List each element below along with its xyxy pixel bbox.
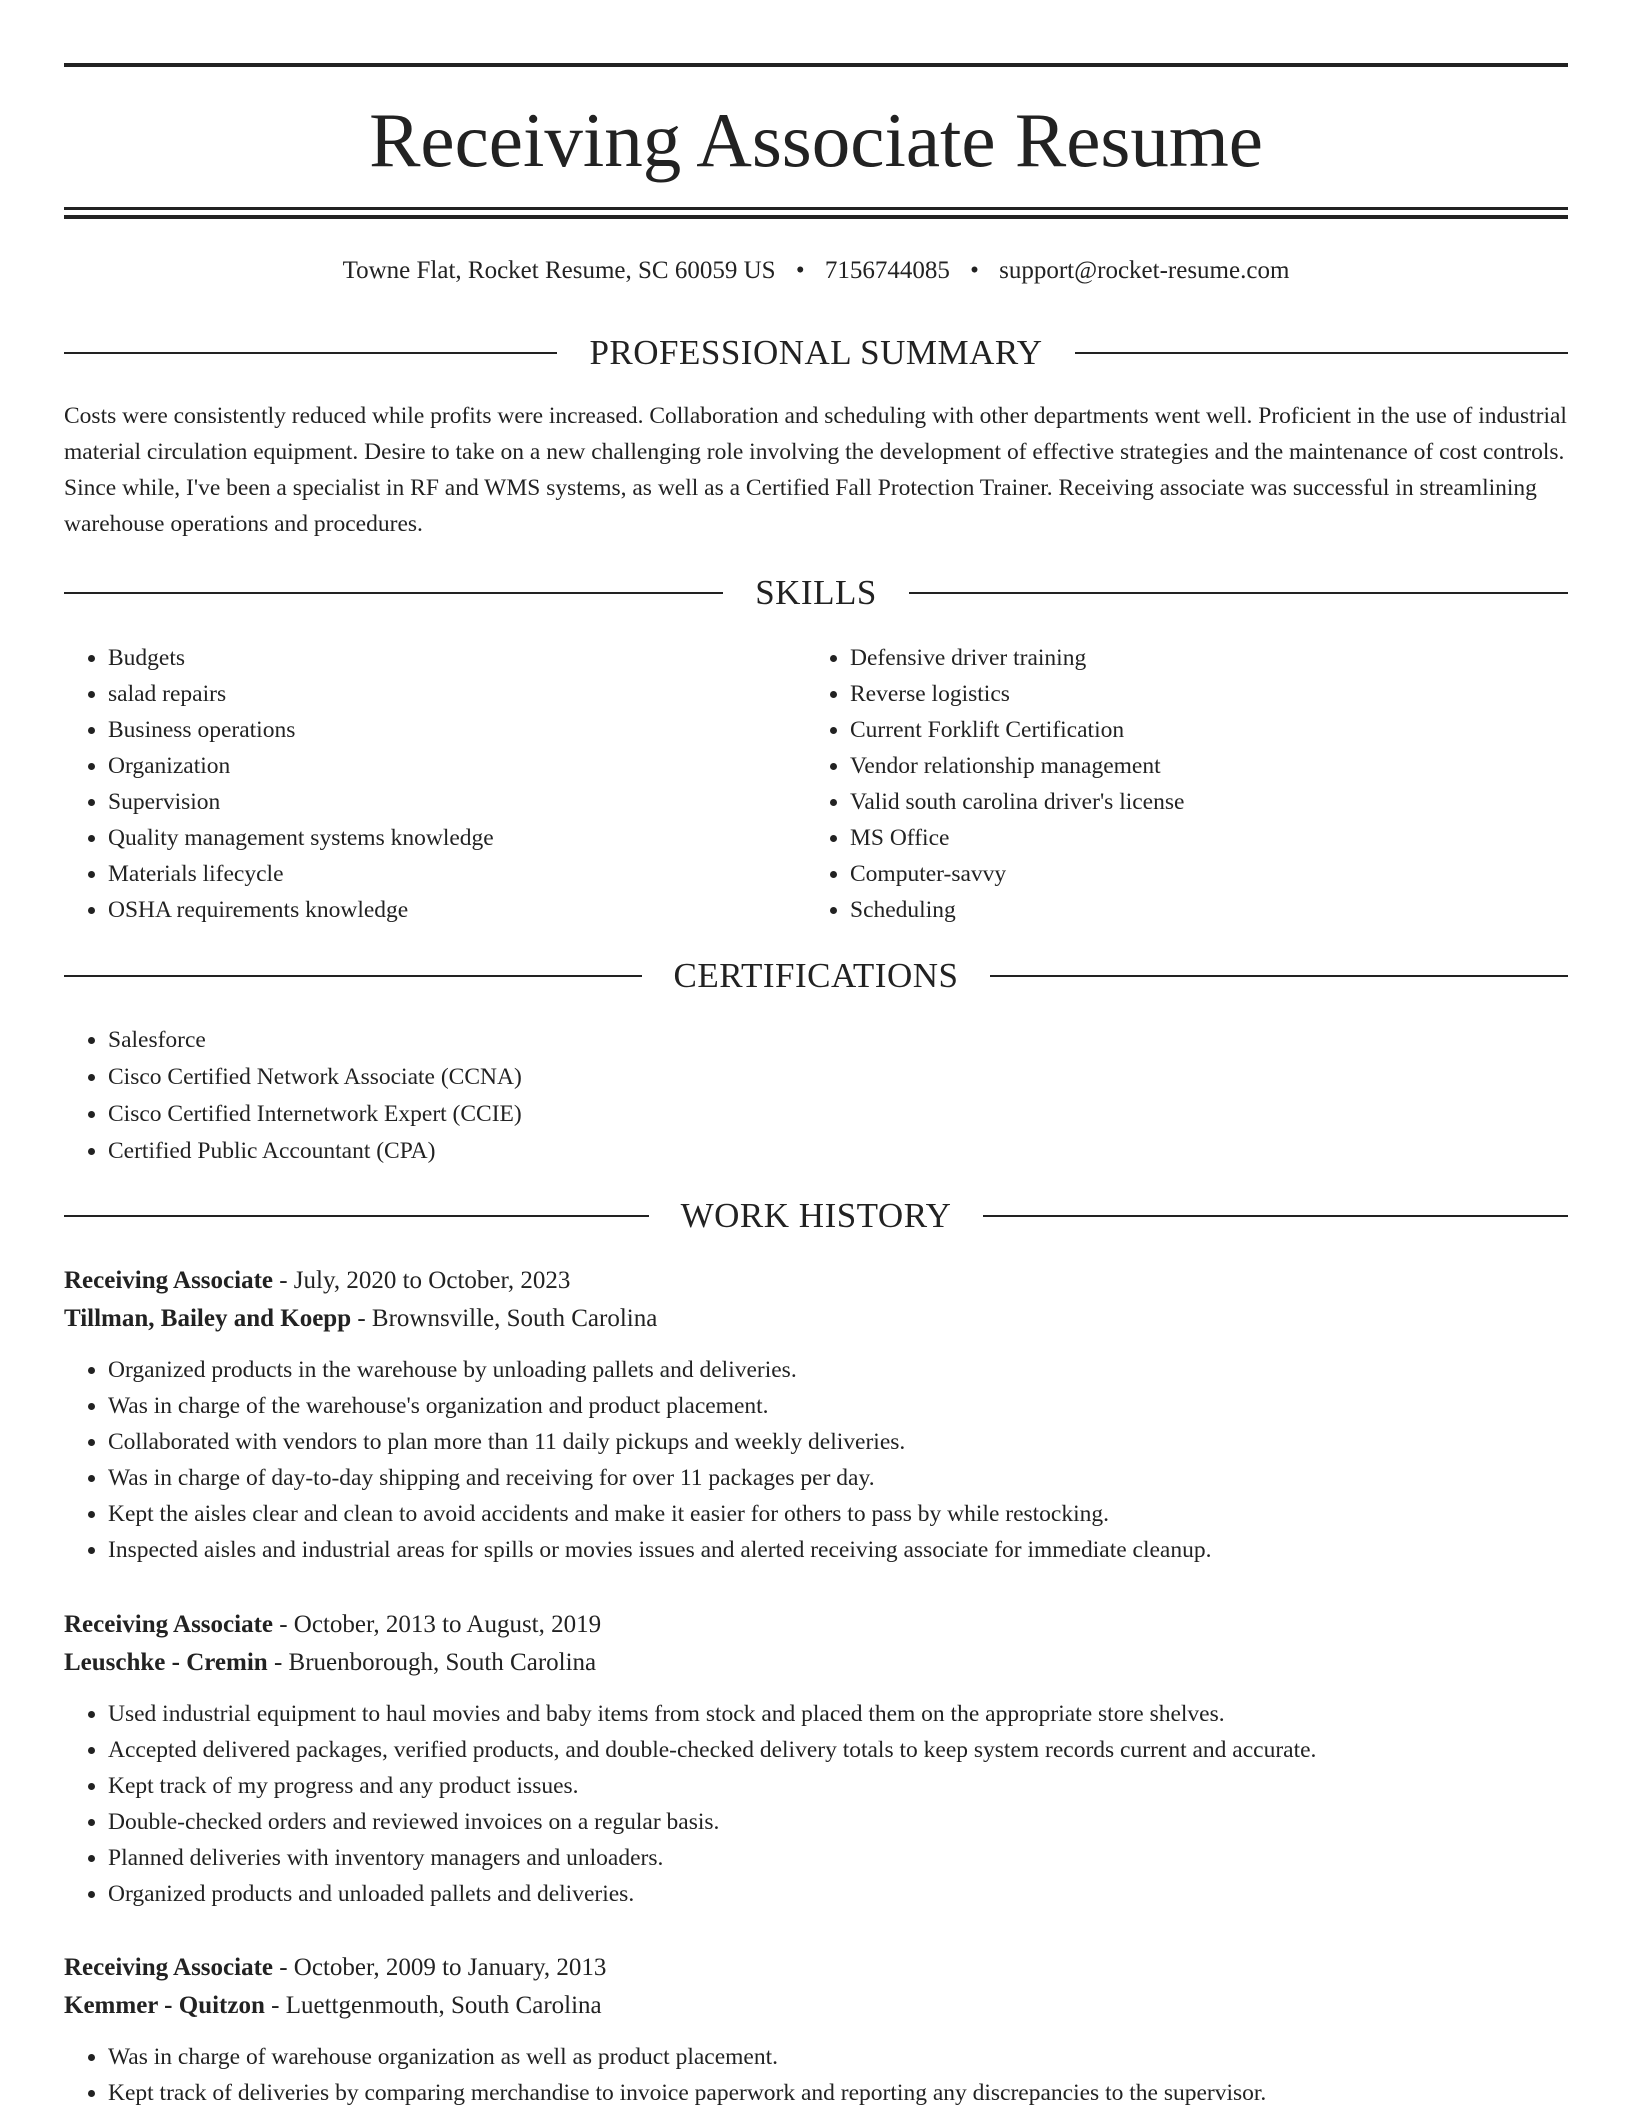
job-title: Receiving Associate xyxy=(64,1611,273,1638)
job-company-line xyxy=(64,1644,1568,1682)
job-duty-item: • Planned deliveries with inventory managers and unloaders. xyxy=(108,1840,1568,1876)
job-title-line xyxy=(64,1949,1568,1987)
skills-list-left xyxy=(64,640,848,928)
job-duty-item: • Organized products in the warehouse by unloading pallets and deliveries. xyxy=(108,1352,1568,1388)
skill-item: • MS Office xyxy=(850,820,1610,856)
job-company: Leuschke - Cremin xyxy=(64,1649,268,1676)
section-rule-left xyxy=(64,352,557,354)
section-rule-right xyxy=(1075,352,1568,354)
section-rule-right xyxy=(909,592,1568,594)
certifications-list xyxy=(64,1022,1612,1170)
section-rule-right xyxy=(983,1215,1568,1217)
job-duty-item: • Kept the aisles clear and clean to avoid accidents and make it easier for others to pass by while restocking. xyxy=(108,1496,1568,1532)
job-duty-item: • Kept track of my progress and any product issues. xyxy=(108,1768,1568,1804)
section-rule-left xyxy=(64,975,642,977)
job-duty-item: • Double-checked orders and reviewed invoices on a regular basis. xyxy=(108,1804,1568,1840)
job-duty-item: • Was in charge of day-to-day shipping and receiving for over 11 packages per day. xyxy=(108,1460,1568,1496)
skill-item: • Valid south carolina driver's license xyxy=(850,784,1610,820)
job-duty-item: • Collaborated with vendors to plan more than 11 daily pickups and weekly deliveries. xyxy=(108,1424,1568,1460)
job-company-line xyxy=(64,1987,1568,2025)
job-duties-list xyxy=(64,1352,1568,1568)
skill-item: • Current Forklift Certification xyxy=(850,712,1610,748)
skills-section-title: SKILLS xyxy=(755,573,877,612)
skills-list-right xyxy=(806,640,1610,928)
header-double-rule-lower xyxy=(64,215,1568,219)
skill-item: • Defensive driver training xyxy=(850,640,1610,676)
skill-item: • Supervision xyxy=(108,784,848,820)
job-duties-list xyxy=(64,2039,1568,2111)
certification-item: • Salesforce xyxy=(108,1022,1612,1058)
job-title: Receiving Associate xyxy=(64,1267,273,1294)
certification-item: • Certified Public Accountant (CPA) xyxy=(108,1133,1612,1169)
contact-email: support@rocket-resume.com xyxy=(999,257,1290,284)
summary-section-heading xyxy=(64,331,1568,375)
job-entry xyxy=(64,1262,1568,1568)
summary-paragraph: Costs were consistently reduced while profits were increased. Collaboration and scheduling with other departments went well. Proficient in the use of industrial material circulation equipment. Desire to take on a new challenging role involving the development of effective strategies and the maintenance of cost controls. Since while, I've been a specialist in RF and WMS systems, as well as a Certified Fall Protection Trainer. Receiving associate was successful in streamlining warehouse operations and procedures. xyxy=(64,403,1567,537)
job-entry xyxy=(64,1606,1568,1912)
skill-item: • Computer-savvy xyxy=(850,856,1610,892)
section-rule-left xyxy=(64,1215,649,1217)
work-history-section-title: WORK HISTORY xyxy=(680,1196,952,1235)
job-duty-item: • Organized products and unloaded pallets and deliveries. xyxy=(108,1876,1568,1912)
header-double-rule-upper xyxy=(64,207,1568,210)
job-duty-item: • Inspected aisles and industrial areas for spills or movies issues and alerted receiving associate for immediate cleanup. xyxy=(108,1532,1568,1568)
job-duties-list xyxy=(64,1696,1568,1912)
contact-separator: • xyxy=(970,257,979,284)
skill-item: • salad repairs xyxy=(108,676,848,712)
contact-address: Towne Flat, Rocket Resume, SC 60059 US xyxy=(342,257,776,284)
job-title-line xyxy=(64,1606,1568,1644)
job-dates: - October, 2013 to August, 2019 xyxy=(272,1611,602,1638)
contact-phone: 7156744085 xyxy=(824,257,950,284)
job-location: - Bruenborough, South Carolina xyxy=(267,1649,597,1676)
contact-line xyxy=(64,254,1568,288)
skill-item: • Vendor relationship management xyxy=(850,748,1610,784)
header-top-rule xyxy=(64,63,1568,67)
job-dates: - July, 2020 to October, 2023 xyxy=(272,1267,571,1294)
job-entry xyxy=(64,1949,1568,2111)
job-duty-item: • Used industrial equipment to haul movies and baby items from stock and placed them on the appropriate store shelves. xyxy=(108,1696,1568,1732)
resume-title: Receiving Associate Resume xyxy=(369,97,1263,183)
job-dates: - October, 2009 to January, 2013 xyxy=(272,1954,607,1981)
job-company: Kemmer - Quitzon xyxy=(64,1992,265,2019)
certification-item: • Cisco Certified Network Associate (CCNA) xyxy=(108,1059,1612,1095)
work-history-section-heading xyxy=(64,1194,1568,1238)
section-rule-left xyxy=(64,592,723,594)
section-rule-right xyxy=(990,975,1568,977)
skill-item: • Reverse logistics xyxy=(850,676,1610,712)
job-location: - Brownsville, South Carolina xyxy=(351,1305,658,1332)
contact-separator: • xyxy=(795,257,805,284)
skill-item: • OSHA requirements knowledge xyxy=(108,892,848,928)
job-location: - Luettgenmouth, South Carolina xyxy=(264,1992,602,2019)
skill-item: • Quality management systems knowledge xyxy=(108,820,848,856)
skill-item: • Organization xyxy=(108,748,848,784)
certifications-section-heading xyxy=(64,954,1568,998)
job-duty-item: • Kept track of deliveries by comparing merchandise to invoice paperwork and reporting any discrepancies to the supervisor. xyxy=(108,2075,1568,2111)
job-title: Receiving Associate xyxy=(64,1954,273,1981)
summary-section-title: PROFESSIONAL SUMMARY xyxy=(589,333,1043,372)
certifications-section-title: CERTIFICATIONS xyxy=(673,956,959,995)
job-company-line xyxy=(64,1300,1568,1338)
skill-item: • Budgets xyxy=(108,640,848,676)
skill-item: • Materials lifecycle xyxy=(108,856,848,892)
job-duty-item: • Was in charge of warehouse organization as well as product placement. xyxy=(108,2039,1568,2075)
job-duty-item: • Was in charge of the warehouse's organization and product placement. xyxy=(108,1388,1568,1424)
skill-item: • Business operations xyxy=(108,712,848,748)
skills-section-heading xyxy=(64,571,1568,615)
job-title-line xyxy=(64,1262,1568,1300)
certification-item: • Cisco Certified Internetwork Expert (CCIE) xyxy=(108,1096,1612,1132)
job-duty-item: • Accepted delivered packages, verified products, and double-checked delivery totals to keep system records current and accurate. xyxy=(108,1732,1568,1768)
skill-item: • Scheduling xyxy=(850,892,1610,928)
job-company: Tillman, Bailey and Koepp xyxy=(64,1305,352,1332)
